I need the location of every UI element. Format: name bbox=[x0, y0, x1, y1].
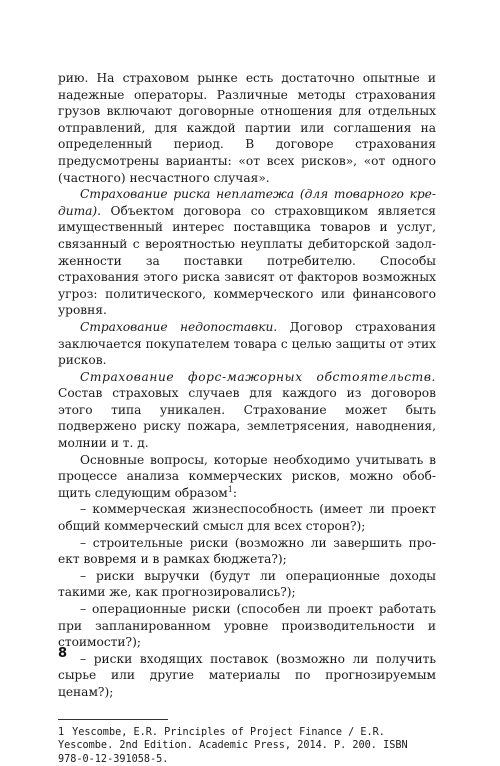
list-item: – риски входящих поставок (возможно ли получить сырье или другие материалы по прогнозируемым ценам?); bbox=[58, 651, 436, 699]
paragraph-text: : bbox=[232, 485, 237, 500]
footnote-mark: 1 bbox=[58, 726, 65, 738]
paragraph-nonpayment bbox=[58, 186, 436, 319]
paragraph-shortdelivery bbox=[58, 319, 436, 369]
list-item: – строительные риски (возможно ли завершить проект вовремя и в рамках бюджета?); bbox=[58, 535, 436, 567]
paragraph-forcemajeure bbox=[58, 369, 436, 452]
list-item: – операционные риски (способен ли проект работать при запланированном уровне производительности и стоимости?); bbox=[58, 602, 436, 650]
paragraph-questions bbox=[58, 452, 436, 502]
paragraph-text: Состав страховых случаев для каждого из договоров этого типа уникален. Страхование может быть подвержено риску пожара, землетрясения, наводнения, молнии и т. д. bbox=[58, 386, 436, 451]
footnote-divider bbox=[58, 719, 168, 720]
paragraph-1: рию. На страховом рынке есть достаточно опытные и надежные операторы. Различные методы страхования грузов включают договорные отношения для отдельных отправлений, для каждой партии или соглашения на определенный период. В договоре страхования предусмотрены варианты: «от всех рисков», «от одного (частного) несчастного случая». bbox=[58, 71, 436, 185]
footnote-text: Yescombe, E.R. Principles of Project Finance / E.R. Yescombe. 2nd Edition. Academic Press, 2014. P. 200. ISBN 978-0-12-391058-5. bbox=[58, 726, 408, 765]
list-item: – риски выручки (будут ли операционные доходы такими же, как прогнозировались?); bbox=[58, 568, 436, 600]
paragraph-text: . Объектом договора со страховщиком является имущественный интерес поставщика товаров и услуг, связанный с вероятностью неуплаты дебиторской задолженности за поставки потребителю. Способы страхования этого риска зависят от факторов возможных угроз: политического, коммерческого или финансового уровня. bbox=[58, 203, 436, 318]
list-item: – коммерческая жизнеспособность (имеет ли проект общий коммерческий смысл для всех сторон?); bbox=[58, 502, 436, 534]
page-body bbox=[58, 70, 436, 766]
footnote-reference: 1 bbox=[227, 484, 233, 494]
paragraph-text: Основные вопросы, которые необходимо учитывать в процессе анализа коммерческих рисков, можно обобщить следующим образом bbox=[58, 452, 436, 500]
paragraph-lead: Страхование недопоставки. bbox=[80, 319, 278, 334]
paragraph-lead: Страхование риска неплатежа (для товарного кредита) bbox=[58, 187, 436, 218]
paragraph-lead: Страхование форс-мажорных обстоятельств. bbox=[80, 369, 436, 384]
paragraph-text: Договор страхования заключается покупателем товара с целью защиты от этих рисков. bbox=[58, 319, 436, 368]
page-number: 8 bbox=[58, 646, 68, 661]
footnote bbox=[58, 726, 436, 766]
